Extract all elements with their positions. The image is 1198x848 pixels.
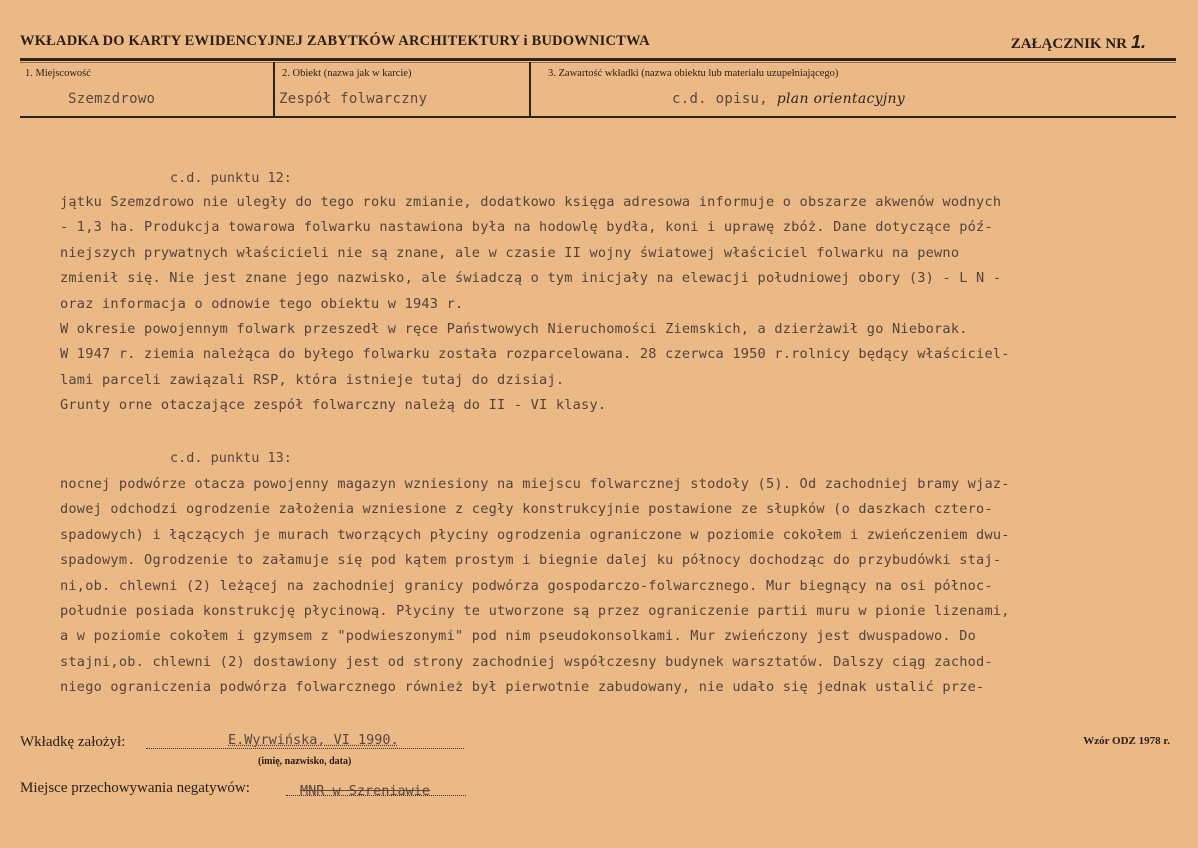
text-line: W 1947 r. ziemia należąca do byłego folwarku została rozparcelowana. 28 czerwca 1950 r.rolnicy będący właściciel-: [60, 346, 1010, 363]
text-line: - 1,3 ha. Produkcja towarowa folwarku nastawiona była na hodowlę bydła, koni i uprawę zbóż. Dane dotyczące póź-: [60, 219, 993, 236]
field-divider-2: [529, 62, 531, 116]
text-line: a w poziomie cokołem i gzymsem z "podwieszonymi" pod nim pseudokonsolkami. Mur zwieńczony jest dwuspadowo. Do: [60, 628, 977, 645]
template-note: Wzór ODZ 1978 r.: [1083, 735, 1170, 747]
content-label: 3. Zawartość wkładki (nazwa obiektu lub materiału uzupełniającego): [548, 68, 839, 79]
text-line: nocnej podwórze otacza powojenny magazyn wzniesiony na miejscu folwarcznej stodoły (5). Od zachodniej bramy wjaz-: [60, 476, 1010, 492]
text-line: spadowych) i łączących je murach tworzących płyciny ogrodzenia ograniczone w poziomie cokołem i zwieńczeniem dwu-: [60, 526, 1010, 543]
section13-heading: c.d. punktu 13:: [170, 450, 292, 466]
field-divider-1: [273, 62, 275, 116]
content-value: [672, 91, 905, 107]
text-line: spadowym. Ogrodzenie to załamuje się pod kątem prostym i biegnie dalej ku północy dochodząc do przybudówki staj-: [60, 552, 1002, 569]
content-value-typed: c.d. opisu,: [672, 91, 769, 107]
text-line: oraz informacja o odnowie tego obiektu w 1943 r.: [60, 295, 464, 312]
object-value: Zespół folwarczny: [279, 91, 428, 107]
storage-value: MNR w Szreniawie: [300, 783, 431, 799]
founder-label: Wkładkę założył:: [20, 734, 126, 750]
founder-note: (imię, nazwisko, data): [258, 756, 352, 767]
content-value-handwritten: plan orientacyjny: [776, 91, 906, 107]
text-line: niego ograniczenia podwórza folwarcznego również był pierwotnie zabudowany, nie udało się jednak ustalić prze-: [60, 679, 985, 696]
fields-bottom-rule: [20, 116, 1176, 118]
annex-label: [1011, 32, 1146, 53]
text-line: ni,ob. chlewni (2) leżącej na zachodniej granicy podwórza gospodarczo-folwarcznego. Mur biegnący na osi północ-: [60, 577, 993, 594]
founder-dotted-line: [146, 748, 464, 749]
text-line: zmienił się. Nie jest znane jego nazwisko, ale świadczą o tym inicjały na elewacji południowej obory (3) - L N -: [60, 270, 1002, 287]
header-title: WKŁADKA DO KARTY EWIDENCYJNEJ ZABYTKÓW ARCHITEKTURY i BUDOWNICTWA: [20, 33, 650, 49]
header-rule-thin: [20, 62, 1176, 63]
text-line: niejszych prywatnych właścicieli nie są znane, ale w czasie II wojny światowej właściciel folwarku na pewno: [60, 244, 960, 261]
annex-label-text: ZAŁĄCZNIK NR: [1010, 36, 1127, 52]
location-label: 1. Miejscowość: [25, 68, 91, 79]
text-line: Grunty orne otaczające zespół folwarczny należą do II - VI klasy.: [60, 397, 607, 414]
text-line: południe posiada konstrukcję płycinową. Płyciny te utworzone są przez ograniczenie partii muru w pionie lizenami,: [60, 602, 1010, 619]
text-line: dowej odchodzi ogrodzenie założenia wzniesione z cegły konstrukcyjnie postawione ze słupków (o daszkach cztero-: [60, 501, 993, 518]
text-line: jątku Szemzdrowo nie uległy do tego roku zmianie, dodatkowo księga adresowa informuje o obszarze akwenów wodnych: [60, 194, 1002, 210]
location-value: Szemzdrowo: [68, 91, 156, 107]
text-line: stajni,ob. chlewni (2) dostawiony jest od strony zachodniej współczesny budynek warsztatów. Dalszy ciąg zachod-: [60, 653, 993, 670]
founder-value: E.Wyrwińska, VI 1990.: [228, 732, 399, 748]
section13-text: [60, 472, 1190, 701]
text-line: W okresie powojennym folwark przeszedł w ręce Państwowych Nieruchomości Ziemskich, a dzierżawił go Nieborak.: [60, 320, 968, 337]
header-rule: [20, 58, 1176, 61]
annex-number: 1.: [1130, 32, 1146, 52]
section12-text: [60, 190, 1190, 419]
section12-heading: c.d. punktu 12:: [170, 170, 292, 186]
text-line: lami parceli zawiązali RSP, która istnieje tutaj do dzisiaj.: [60, 371, 565, 388]
object-label: 2. Obiekt (nazwa jak w karcie): [282, 68, 412, 79]
storage-label: Miejsce przechowywania negatywów:: [20, 780, 250, 796]
